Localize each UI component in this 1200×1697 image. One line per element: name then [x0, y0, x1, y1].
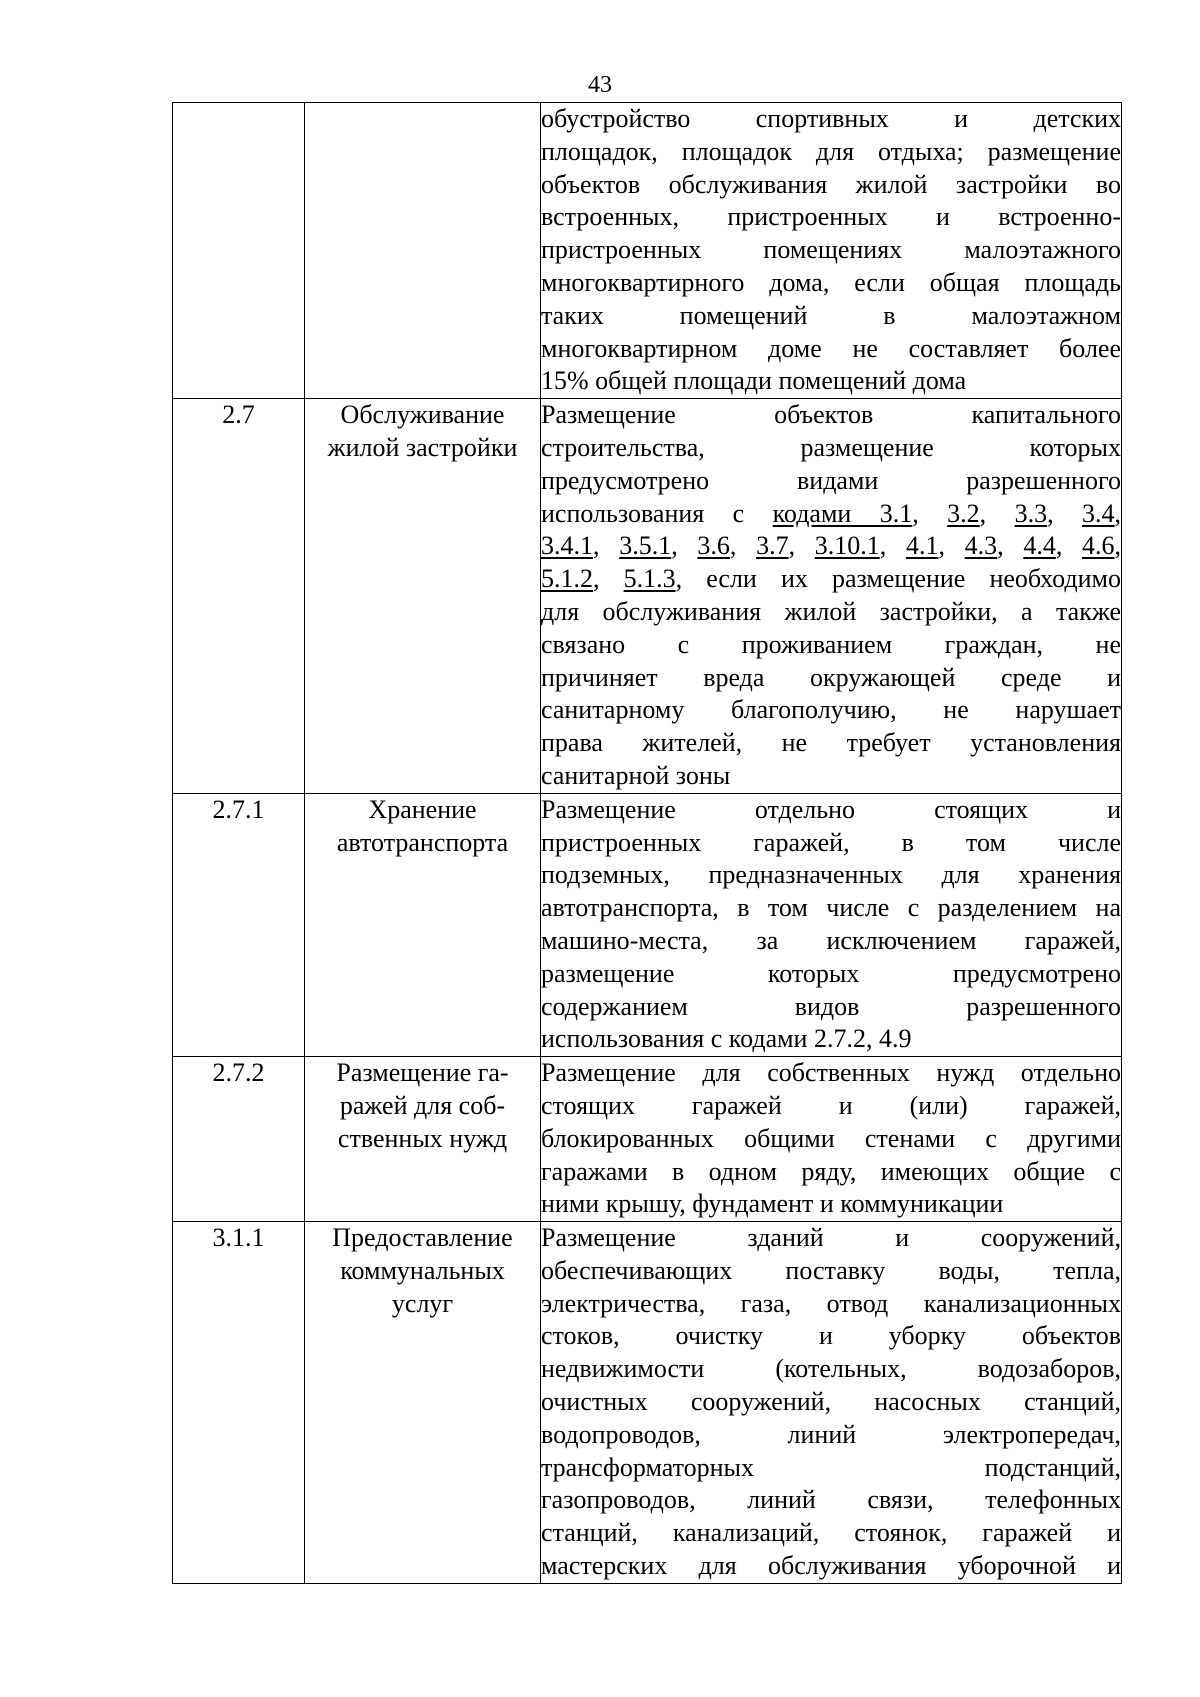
- desc-line: санитарной зоны: [541, 760, 731, 790]
- desc-line: пристроенных помещениях малоэтажного: [541, 235, 1121, 265]
- name-cell: [305, 793, 541, 1056]
- code-cell: 2.7: [173, 399, 305, 794]
- code-reference-link[interactable]: 3.7: [756, 531, 789, 561]
- description-cell: [541, 399, 1122, 794]
- desc-line: газопроводов, линий связи, телефонных: [541, 1485, 1121, 1515]
- code-reference-link[interactable]: 4.3: [964, 531, 998, 561]
- desc-line: машино-места, за исключением гаражей,: [541, 925, 1121, 955]
- name-cell: [305, 103, 541, 399]
- desc-line: содержанием видов разрешенного: [541, 991, 1121, 1021]
- desc-line-with-refs: 3.4.1, 3.5.1, 3.6, 3.7, 3.10.1, 4.1, 4.3, 4.4, 4.6,: [541, 531, 1121, 561]
- code-cell: [173, 103, 305, 399]
- desc-line: автотранспорта, в том числе с разделением на: [541, 893, 1121, 923]
- desc-line: для обслуживания жилой застройки, а также: [541, 596, 1121, 626]
- desc-line: Размещение зданий и сооружений,: [541, 1223, 1121, 1253]
- table-row: [173, 1222, 1122, 1584]
- desc-line: санитарному благополучию, не нарушает: [541, 695, 1121, 725]
- desc-line: Размещение объектов капитального: [541, 400, 1121, 430]
- description-cell: [541, 1057, 1122, 1222]
- code-reference-link[interactable]: 4.1: [905, 531, 939, 561]
- desc-line: строительства, размещение которых: [541, 432, 1121, 462]
- land-use-table: [172, 102, 1122, 1584]
- name-line: Размещение га-: [336, 1058, 509, 1088]
- name-cell: [305, 399, 541, 794]
- desc-line: станций, канализаций, стоянок, гаражей и: [541, 1518, 1121, 1548]
- name-line: ражей для соб-: [339, 1090, 506, 1120]
- desc-line: многоквартирном доме не составляет более: [541, 333, 1121, 363]
- desc-line: стоков, очистку и уборку объектов: [541, 1321, 1121, 1351]
- table-row: [173, 793, 1122, 1056]
- name-cell: [305, 1222, 541, 1584]
- table-row: [173, 399, 1122, 794]
- desc-line: Размещение для собственных нужд отдельно: [541, 1058, 1121, 1088]
- desc-line: пристроенных гаражей, в том числе: [541, 827, 1121, 857]
- desc-line: стоящих гаражей и (или) гаражей,: [541, 1090, 1121, 1120]
- desc-line: водопроводов, линий электропередач,: [541, 1419, 1121, 1449]
- description-cell: [541, 793, 1122, 1056]
- desc-line: объектов обслуживания жилой застройки во: [541, 169, 1121, 199]
- desc-line: Размещение отдельно стоящих и: [541, 794, 1121, 824]
- name-line: Обслуживание: [340, 400, 505, 430]
- desc-line-with-refs: использования с кодами 3.1, 3.2, 3.3, 3.4,: [541, 498, 1122, 528]
- name-cell: [305, 1057, 541, 1222]
- desc-line: предусмотрено видами разрешенного: [541, 465, 1121, 495]
- name-line: автотранспорта: [336, 827, 509, 857]
- desc-line-with-refs: 5.1.2, 5.1.3, если их размещение необходимо: [541, 564, 1121, 594]
- code-reference-link[interactable]: 5.1.3: [623, 564, 676, 594]
- table-row: [173, 103, 1122, 399]
- desc-line: мастерских для обслуживания уборочной и: [541, 1551, 1121, 1581]
- desc-line: использования с кодами 2.7.2, 4.9: [541, 1024, 912, 1054]
- desc-line: обеспечивающих поставку воды, тепла,: [541, 1255, 1121, 1285]
- desc-line: размещение которых предусмотрено: [541, 958, 1121, 988]
- name-line: ственных нужд: [337, 1123, 508, 1153]
- code-reference-link[interactable]: 3.2: [947, 498, 980, 528]
- desc-line: недвижимости (котельных, водозаборов,: [541, 1354, 1121, 1384]
- name-line: Хранение: [368, 794, 477, 824]
- code-cell: 2.7.2: [173, 1057, 305, 1222]
- desc-line: блокированных общими стенами с другими: [541, 1123, 1121, 1153]
- description-cell: [541, 103, 1122, 399]
- desc-line: права жителей, не требует установления: [541, 728, 1121, 758]
- code-reference-link[interactable]: 5.1.2: [541, 564, 593, 594]
- desc-line: 15% общей площади помещений дома: [541, 366, 967, 396]
- name-line: коммунальных: [340, 1255, 505, 1285]
- name-line: Предоставление: [332, 1223, 513, 1253]
- desc-line: электричества, газа, отвод канализационных: [541, 1288, 1121, 1318]
- desc-line: таких помещений в малоэтажном: [541, 300, 1121, 330]
- page-number: 43: [588, 72, 612, 98]
- desc-line: площадок, площадок для отдыха; размещение: [541, 136, 1121, 166]
- desc-line: многоквартирного дома, если общая площадь: [541, 267, 1121, 297]
- desc-line: подземных, предназначенных для хранения: [541, 860, 1121, 890]
- description-cell: [541, 1222, 1122, 1584]
- code-reference-link[interactable]: кодами 3.1: [772, 498, 913, 528]
- code-reference-link[interactable]: 3.3: [1014, 498, 1048, 528]
- desc-line: очистных сооружений, насосных станций,: [541, 1387, 1121, 1417]
- desc-line: причиняет вреда окружающей среде и: [541, 662, 1121, 692]
- desc-line: обустройство спортивных и детских: [541, 104, 1121, 133]
- code-reference-link[interactable]: 3.4.1: [541, 531, 593, 561]
- desc-line: ними крышу, фундамент и коммуникации: [541, 1189, 1004, 1219]
- desc-line: трансформаторных подстанций,: [541, 1452, 1121, 1482]
- code-reference-link[interactable]: 4.6: [1082, 531, 1115, 561]
- desc-line: связано с проживанием граждан, не: [541, 629, 1121, 659]
- code-cell: 3.1.1: [173, 1222, 305, 1584]
- code-reference-link[interactable]: 3.10.1: [814, 531, 880, 561]
- ref-suffix: , если их размещение необходимо: [675, 564, 1121, 594]
- code-reference-link[interactable]: 3.4: [1082, 498, 1115, 528]
- table-row: [173, 1057, 1122, 1222]
- code-reference-link[interactable]: 3.6: [697, 531, 730, 561]
- desc-line: гаражами в одном ряду, имеющих общие с: [541, 1156, 1121, 1186]
- ref-prefix: использования с: [541, 498, 773, 528]
- code-cell: 2.7.1: [173, 793, 305, 1056]
- name-line: услуг: [391, 1288, 454, 1318]
- code-reference-link[interactable]: 4.4: [1023, 531, 1056, 561]
- code-reference-link[interactable]: 3.5.1: [619, 531, 672, 561]
- name-line: жилой застройки: [327, 432, 518, 462]
- desc-line: встроенных, пристроенных и встроенно-: [541, 202, 1121, 232]
